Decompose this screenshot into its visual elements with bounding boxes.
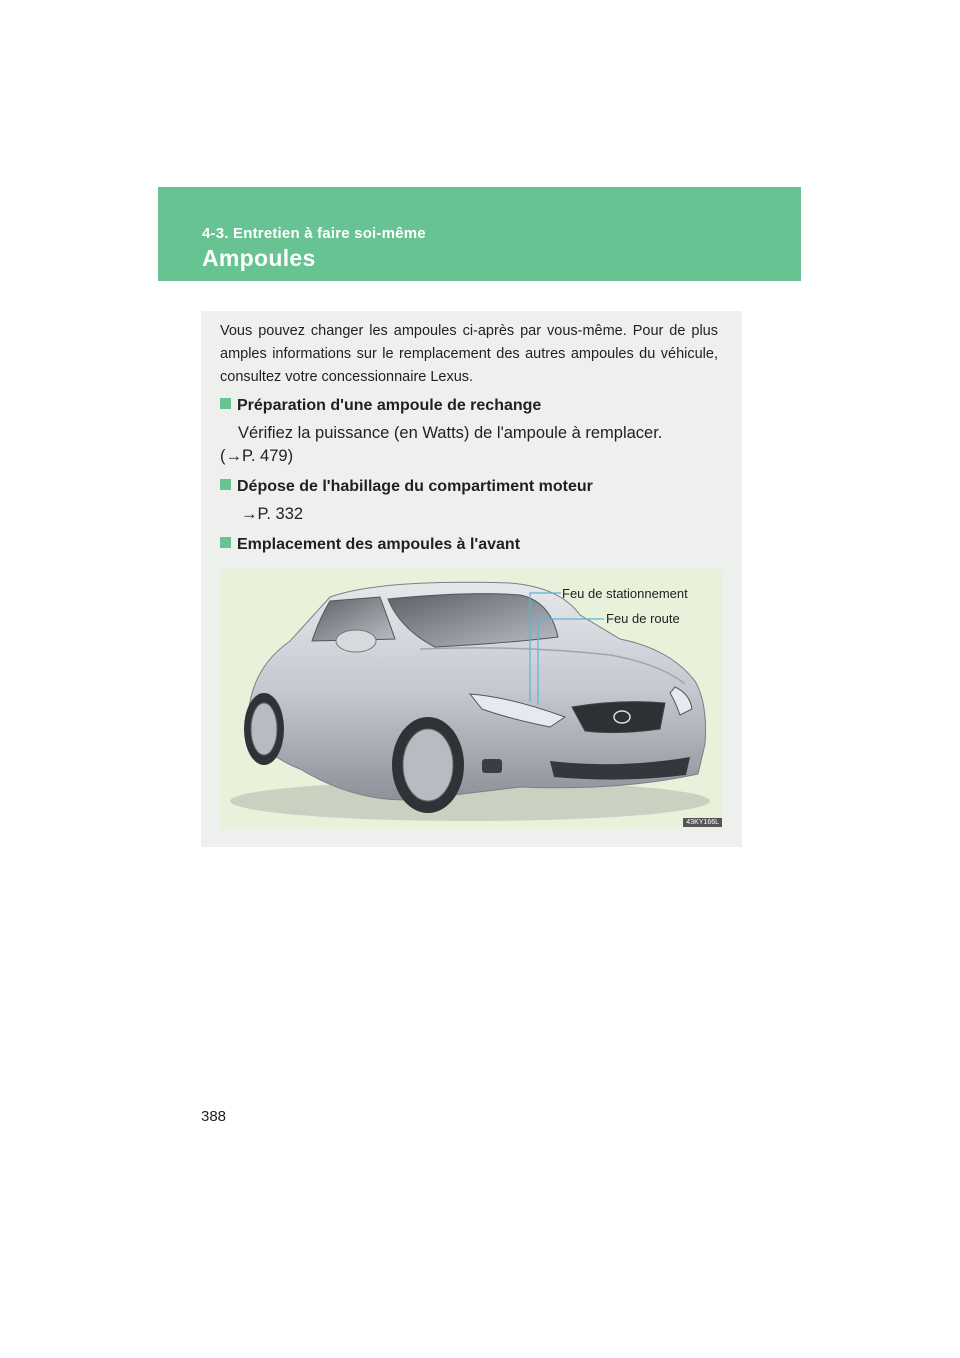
page-number: 388 xyxy=(201,1108,227,1125)
page-title: Ampoules xyxy=(202,245,316,271)
section-header xyxy=(158,187,801,281)
label-headlight: Feu de route xyxy=(606,611,680,626)
rear-rim xyxy=(251,703,277,755)
section-label: 4-3. Entretien à faire soi-même xyxy=(202,225,426,242)
car-figure xyxy=(220,569,722,829)
square-bullet-icon xyxy=(220,398,231,409)
heading-front-bulbs: Emplacement des ampoules à l'avant xyxy=(220,536,520,554)
square-bullet-icon xyxy=(220,537,231,548)
intro-text: Vous pouvez changer les ampoules ci-après par vous-même. Pour de plus amples informations sur le remplacement des autres ampoules du véhicule, consultez votre concessionnaire Lexus. xyxy=(220,323,718,385)
content-box xyxy=(201,311,742,847)
front-rim xyxy=(403,729,453,801)
figure-code: 43KY166L xyxy=(683,818,722,827)
heading-preparation: Préparation d'une ampoule de rechange xyxy=(220,397,541,415)
square-bullet-icon xyxy=(220,479,231,490)
grille xyxy=(572,702,665,733)
car-illustration xyxy=(220,569,722,829)
fog-light xyxy=(482,759,502,773)
engine-cover-ref[interactable]: →P. 332 xyxy=(241,505,304,523)
heading-engine-cover: Dépose de l'habillage du compartiment moteur xyxy=(220,478,593,496)
label-parking-light: Feu de stationnement xyxy=(562,586,688,601)
preparation-ref[interactable]: (→P. 479) xyxy=(220,447,294,465)
side-mirror xyxy=(336,630,376,652)
preparation-text: Vérifiez la puissance (en Watts) de l'ampoule à remplacer. xyxy=(238,424,663,442)
